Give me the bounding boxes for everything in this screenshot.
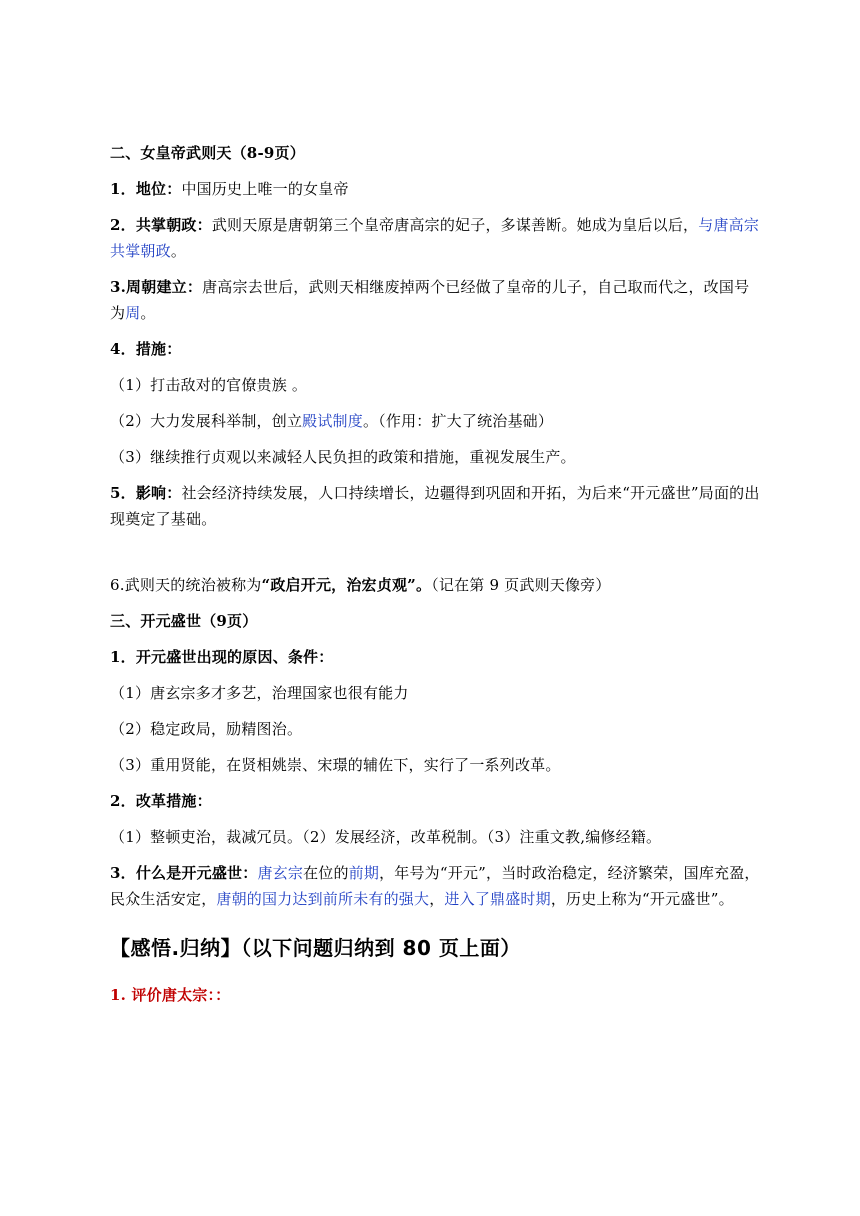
reason-1: （1）唐玄宗多才多艺，治理国家也很有能力 (110, 684, 409, 702)
section-heading-kaiyuan: 三、开元盛世（9页） (110, 612, 258, 630)
measure-3: （3）继续推行贞观以来减轻人民负担的政策和措施，重视发展生产。 (110, 448, 576, 466)
item-reasons-label: 1．开元盛世出现的原因、条件： (110, 648, 334, 666)
item-status: 1．地位：中国历史上唯一的女皇帝 (110, 180, 349, 198)
item-measures-label: 4．措施： (110, 340, 182, 358)
item-influence: 5．影响：社会经济持续发展，人口持续增长，边疆得到巩固和开拓，为后来“开元盛世”局面的出现奠定了基础。 (110, 484, 760, 528)
summary-question-1: 1. 评价唐太宗：： (110, 986, 231, 1004)
summary-heading: 【感悟.归纳】（以下问题归纳到 80 页上面） (110, 936, 521, 960)
reason-2: （2）稳定政局，励精图治。 (110, 720, 303, 738)
document-page (110, 140, 760, 1008)
section-heading-empress-wu: 二、女皇帝武则天（8-9页） (110, 144, 305, 162)
reason-3: （3）重用贤能，在贤相姚崇、宋璟的辅佐下，实行了一系列改革。 (110, 756, 561, 774)
measure-2: （2）大力发展科举制，创立殿试制度。（作用：扩大了统治基础） (110, 412, 554, 430)
item-reforms-label: 2．改革措施： (110, 792, 212, 810)
measure-1: （1）打击敌对的官僚贵族 。 (110, 376, 308, 394)
item-evaluation: 6.武则天的统治被称为“政启开元，治宏贞观”。（记在第 9 页武则天像旁） (110, 576, 611, 594)
item-what-is-kaiyuan: 3．什么是开元盛世：唐玄宗在位的前期，年号为“开元”，当时政治稳定，经济繁荣，国库充盈，民众生活安定，唐朝的国力达到前所未有的强大，进入了鼎盛时期，历史上称为“开元盛世”。 (110, 864, 760, 908)
reforms-list: （1）整顿吏治，裁减冗员。（2）发展经济，改革税制。（3）注重文教,编修经籍。 (110, 828, 662, 846)
item-zhou-dynasty: 3.周朝建立：唐高宗去世后，武则天相继废掉两个已经做了皇帝的儿子，自己取而代之，改国号为周。 (110, 278, 750, 322)
item-co-rule: 2．共掌朝政：武则天原是唐朝第三个皇帝唐高宗的妃子，多谋善断。她成为皇后以后，与唐高宗共掌朝政。 (110, 216, 760, 260)
